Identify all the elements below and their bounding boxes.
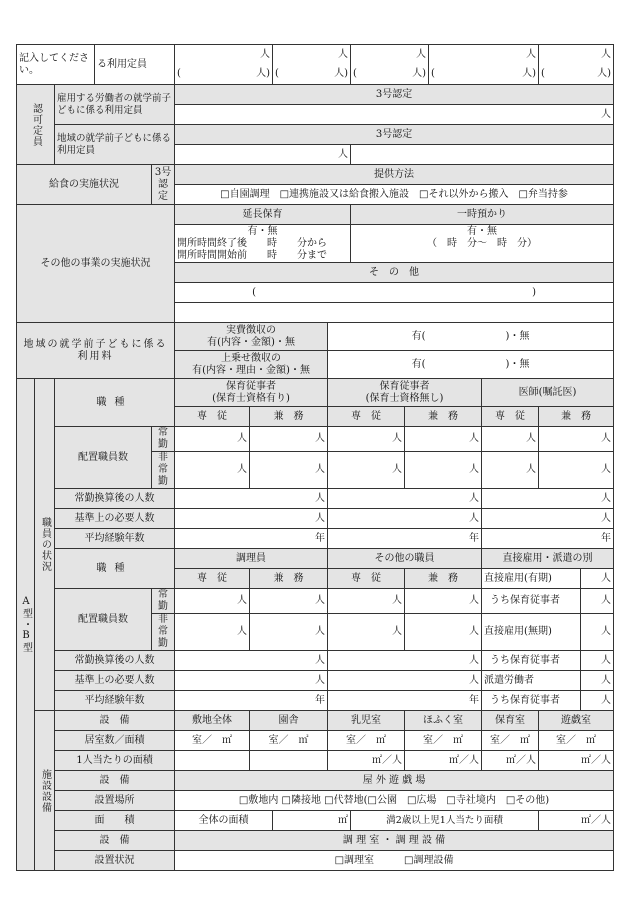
cell[interactable]: 年	[175, 529, 328, 549]
man2-label: 満2歳以上児1人当たり面積	[351, 811, 539, 831]
cell[interactable]: 人	[328, 489, 482, 509]
kenmu-1c: 兼 務	[539, 407, 614, 427]
top-label-b: る利用定員	[95, 45, 175, 85]
ishi-header: 医師(嘱託医)	[482, 379, 614, 407]
encho-line1: 開所時間終了後 時 分から	[177, 237, 328, 249]
uchi-label-2: うち保育従事者	[482, 651, 581, 671]
cell[interactable]: 年	[328, 529, 482, 549]
kijun-label-1: 基準上の必要人数	[55, 509, 175, 529]
nintei-row1-label: 雇用する労働者の就学前子どもに係る利用定員	[55, 85, 175, 125]
cell[interactable]: 人	[328, 452, 405, 489]
cell[interactable]: 室／ ㎡	[328, 731, 405, 751]
nyujishitsu-header: 乳児室	[328, 711, 405, 731]
top-sub-2[interactable]: ( 人)	[273, 65, 351, 85]
haichi-label-1: 配置職員数	[55, 427, 152, 489]
cell[interactable]: 人	[175, 614, 250, 651]
jigyo-label: その他の事業の実施状況	[17, 205, 175, 323]
senju-1a: 専 従	[175, 407, 250, 427]
man2-value[interactable]: ㎡／人	[539, 811, 614, 831]
cell[interactable]: ㎡／人	[405, 751, 482, 771]
shokushu-1: 職種	[55, 379, 175, 427]
basho-label: 設置場所	[55, 791, 175, 811]
shitsu-menseki-label: 居室数／面積	[55, 731, 175, 751]
uchi-label-1: うち保育従事者	[482, 589, 581, 614]
choriin-header: 調理員	[175, 549, 328, 569]
cell[interactable]: 年	[328, 691, 482, 711]
keiken-label-1: 平均経験年数	[55, 529, 175, 549]
cell[interactable]	[175, 751, 250, 771]
nintei-row2-blank[interactable]	[351, 145, 614, 165]
riyoryo-label: 地域の就学前子どもに係る利用料	[17, 323, 175, 379]
shikichi-header: 敷地全体	[175, 711, 250, 731]
nintei-side-label: 認可定員	[17, 85, 55, 165]
setsubi-label-1: 設 備	[55, 711, 175, 731]
nintei-row1-header: 3号認定	[175, 85, 614, 105]
jokin-label-1: 常 勤	[152, 427, 175, 452]
cell[interactable]: 人	[328, 427, 405, 452]
cell[interactable]: 人	[581, 671, 614, 691]
ichiji-line: （ 時 分～ 時 分）	[427, 237, 538, 249]
sonota-body[interactable]: ( )	[175, 283, 614, 303]
yugi-header: 遊戯室	[539, 711, 614, 731]
kansan-label-2: 常勤換算後の人数	[55, 651, 175, 671]
cell[interactable]: 人	[539, 452, 614, 489]
basho-options[interactable]: □敷地内 □隣接地 □代替地(□公園 □広場 □寺社境内 □その他)	[175, 791, 614, 811]
top-cap-1[interactable]: 人	[175, 45, 273, 65]
jokin-label-2: 常 勤	[152, 589, 175, 614]
top-sub-5[interactable]: ( 人)	[539, 65, 614, 85]
top-sub-3[interactable]: ( 人)	[351, 65, 429, 85]
zentai-value[interactable]: ㎡	[273, 811, 351, 831]
ichiji-umu: 有・無	[467, 225, 498, 237]
jokyo-label: 設置状況	[55, 851, 175, 871]
uchi-label-3: うち保育従事者	[482, 691, 581, 711]
nintei-row2-header: 3号認定	[175, 125, 614, 145]
nintei-row1-value[interactable]: 人	[175, 105, 614, 125]
cell[interactable]: ㎡／人	[539, 751, 614, 771]
cell[interactable]: 人	[581, 614, 614, 651]
cell[interactable]: 人	[175, 509, 328, 529]
ensha-header: 園舎	[250, 711, 328, 731]
cell[interactable]: 人	[250, 427, 328, 452]
cell[interactable]: 人	[482, 489, 614, 509]
kijun-label-2: 基準上の必要人数	[55, 671, 175, 691]
top-cap-5[interactable]: 人	[539, 45, 614, 65]
top-sub-1[interactable]: ( 人)	[175, 65, 273, 85]
cell[interactable]	[250, 751, 328, 771]
yuki-label: 直接雇用(有期)	[482, 569, 581, 589]
cell[interactable]: 人	[482, 427, 539, 452]
cell[interactable]: 人	[250, 452, 328, 489]
nintei-row2-value[interactable]: 人	[175, 145, 351, 165]
senju-2a: 専 従	[175, 569, 250, 589]
sonota-header: そ の 他	[175, 263, 614, 283]
keiken-label-2: 平均経験年数	[55, 691, 175, 711]
senju-1c: 専 従	[482, 407, 539, 427]
top-label-a: 記入してください。	[17, 45, 95, 85]
cell[interactable]: 人	[328, 614, 405, 651]
form-table	[16, 44, 614, 871]
encho-umu: 有・無	[247, 225, 278, 237]
kenmu-2b: 兼 務	[405, 569, 482, 589]
chokusetsu-header: 直接雇用・派遣の別	[482, 549, 614, 569]
sonota-spacer	[175, 303, 614, 323]
hoikushitsu-header: 保育室	[482, 711, 539, 731]
sonota-shokuin-header: その他の職員	[328, 549, 482, 569]
cell[interactable]: 室／ ㎡	[250, 731, 328, 751]
encho-body[interactable]	[175, 225, 351, 263]
top-sub-4[interactable]: ( 人)	[429, 65, 539, 85]
cell[interactable]: 人	[405, 614, 482, 651]
cell[interactable]: 人	[328, 509, 482, 529]
cell[interactable]: 室／ ㎡	[539, 731, 614, 751]
shisetsu-label: 施設設備	[35, 711, 55, 871]
cell[interactable]: 人	[250, 614, 328, 651]
cell[interactable]: 人	[581, 651, 614, 671]
ab-label: A型・B型	[17, 379, 35, 871]
kenmu-2a: 兼 務	[250, 569, 328, 589]
zentai-label: 全体の面積	[175, 811, 273, 831]
encho-line2: 開所時間開始前 時 分まで	[177, 249, 328, 261]
senju-1b: 専 従	[328, 407, 405, 427]
kyushoku-options[interactable]: □自園調理 □連携施設又は給食搬入施設 □それ以外から搬入 □弁当持参	[175, 185, 614, 205]
hoiku-ari-header: 保育従事者 (保育士資格有り)	[175, 379, 328, 407]
uwanose-label: 上乗せ徴収の 有(内容・理由・金額)・無	[175, 351, 328, 379]
chori-options[interactable]: □調理室 □調理設備	[175, 851, 614, 871]
cell[interactable]: 人	[250, 589, 328, 614]
cell[interactable]: ㎡／人	[482, 751, 539, 771]
cell[interactable]: 年	[175, 691, 328, 711]
cell[interactable]: 人	[175, 489, 328, 509]
muki-label: 直接雇用(無期)	[482, 614, 581, 651]
hijokin-label-1: 非常勤	[152, 452, 175, 489]
cell[interactable]: 人	[581, 569, 614, 589]
cell[interactable]: 人	[175, 452, 250, 489]
cell[interactable]: 人	[328, 589, 405, 614]
hoiku-nashi-header: 保育従事者 (保育士資格無し)	[328, 379, 482, 407]
kyushoku-label: 給食の実施状況	[17, 165, 152, 205]
cell[interactable]: 人	[328, 671, 482, 691]
top-cap-2[interactable]: 人	[273, 45, 351, 65]
cell[interactable]: 室／ ㎡	[175, 731, 250, 751]
jippi-label: 実費徴収の 有(内容・金額)・無	[175, 323, 328, 351]
cell[interactable]: 年	[482, 529, 614, 549]
cell[interactable]: 室／ ㎡	[405, 731, 482, 751]
jippi-value[interactable]: 有( )・無	[328, 323, 614, 351]
cell[interactable]: 人	[405, 589, 482, 614]
kenmu-1a: 兼 務	[250, 407, 328, 427]
cell[interactable]: 人	[175, 427, 250, 452]
kansan-label-1: 常勤換算後の人数	[55, 489, 175, 509]
chori-header: 調 理 室 ・ 調 理 設 備	[175, 831, 614, 851]
uwanose-value[interactable]: 有( )・無	[328, 351, 614, 379]
top-cap-4[interactable]: 人	[429, 45, 539, 65]
setsubi-label-3: 設 備	[55, 831, 175, 851]
shokuin-label: 職員の状況	[35, 379, 55, 711]
kyushoku-sub: 3号認定	[152, 165, 175, 205]
cell[interactable]: 人	[175, 589, 250, 614]
cell[interactable]: 人	[405, 427, 482, 452]
cell[interactable]: ㎡／人	[328, 751, 405, 771]
nintei-row2-label: 地域の就学前子どもに係る利用定員	[55, 125, 175, 165]
cell[interactable]: 人	[328, 651, 482, 671]
haichi-label-2: 配置職員数	[55, 589, 152, 651]
cell[interactable]: 人	[581, 589, 614, 614]
okugai-header: 屋 外 遊 戯 場	[175, 771, 614, 791]
senju-2b: 専 従	[328, 569, 405, 589]
hofuku-header: ほふく室	[405, 711, 482, 731]
cell[interactable]: 人	[539, 427, 614, 452]
haken-label: 派遣労働者	[482, 671, 581, 691]
cell[interactable]: 人	[405, 452, 482, 489]
encho-header: 延長保育	[175, 205, 351, 225]
menseki-label: 面 積	[55, 811, 175, 831]
ichiji-body[interactable]	[351, 225, 614, 263]
form-sheet	[16, 44, 613, 871]
kyushoku-header: 提供方法	[175, 165, 614, 185]
cell[interactable]: 室／ ㎡	[482, 731, 539, 751]
top-cap-3[interactable]: 人	[351, 45, 429, 65]
setsubi-label-2: 設 備	[55, 771, 175, 791]
hitori-menseki-label: 1人当たりの面積	[55, 751, 175, 771]
cell[interactable]: 人	[175, 671, 328, 691]
cell[interactable]: 人	[482, 452, 539, 489]
cell[interactable]: 人	[175, 651, 328, 671]
cell[interactable]: 人	[482, 509, 614, 529]
hijokin-label-2: 非常勤	[152, 614, 175, 651]
cell[interactable]: 人	[581, 691, 614, 711]
shokushu-2: 職種	[55, 549, 175, 589]
ichiji-header: 一時預かり	[351, 205, 614, 225]
kenmu-1b: 兼 務	[405, 407, 482, 427]
